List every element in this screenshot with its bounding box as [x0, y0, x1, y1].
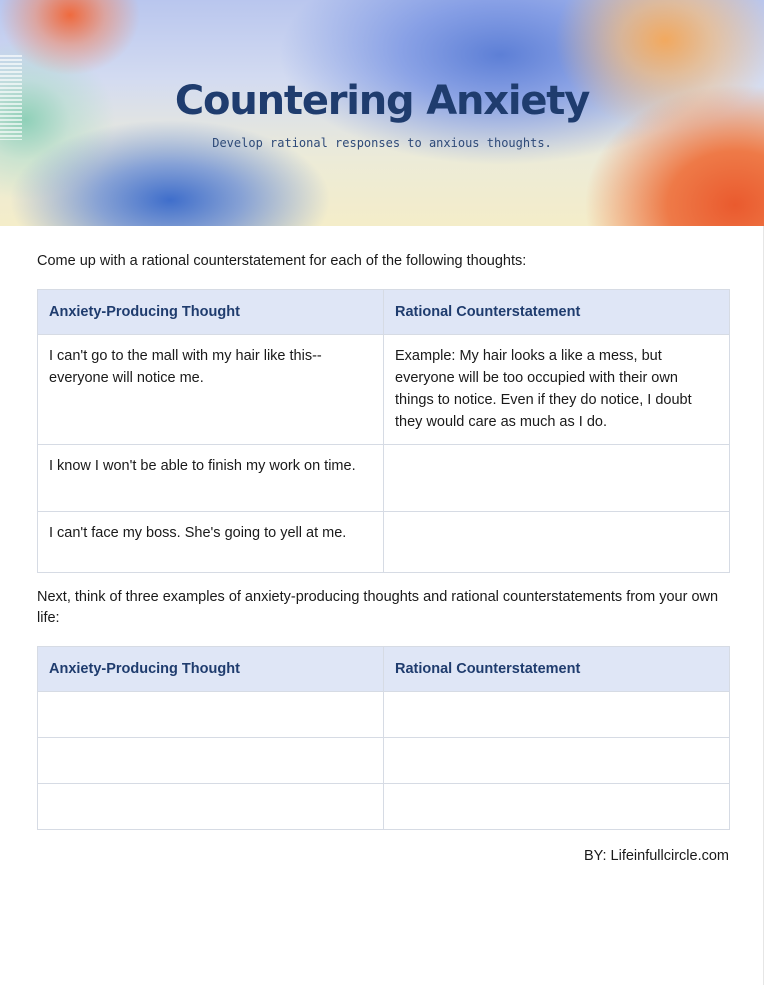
own-thoughts-table [37, 646, 730, 830]
counterstatement-cell[interactable] [384, 738, 730, 784]
instructions-1: Come up with a rational counterstatement for each of the following thoughts: [37, 253, 527, 269]
instructions-2: Next, think of three examples of anxiety-producing thoughts and rational counterstatements from your own life: [37, 589, 719, 626]
column-header-counterstatement: Rational Counterstatement [384, 290, 730, 335]
column-header-counterstatement: Rational Counterstatement [384, 647, 730, 692]
counterstatement-cell[interactable] [384, 445, 730, 512]
counterstatement-cell[interactable] [384, 784, 730, 830]
column-header-thought: Anxiety-Producing Thought [38, 290, 384, 335]
thought-cell: I know I won't be able to finish my work on time. [38, 445, 384, 512]
counterstatement-cell[interactable] [384, 692, 730, 738]
table-row [38, 738, 730, 784]
counterstatement-cell[interactable]: Example: My hair looks a like a mess, but everyone will be too occupied with their own things to notice. Even if they do notice, I doubt they would care as much as I do. [384, 335, 730, 445]
worksheet-content [37, 226, 729, 864]
header-banner [0, 0, 764, 226]
page-subtitle: Develop rational responses to anxious thoughts. [212, 136, 552, 150]
column-header-thought: Anxiety-Producing Thought [38, 647, 384, 692]
thought-cell[interactable] [38, 738, 384, 784]
counterstatement-cell[interactable] [384, 512, 730, 573]
table-row [38, 692, 730, 738]
byline: BY: Lifeinfullcircle.com [583, 848, 729, 864]
page-title: Countering Anxiety [174, 78, 590, 124]
table-header-row [38, 290, 730, 335]
thought-cell[interactable] [38, 784, 384, 830]
table-row [38, 335, 730, 445]
thought-cell: I can't face my boss. She's going to yell at me. [38, 512, 384, 573]
table-row [38, 445, 730, 512]
table-header-row [38, 647, 730, 692]
table-row [38, 512, 730, 573]
thought-cell: I can't go to the mall with my hair like this--everyone will notice me. [38, 335, 384, 445]
table-row [38, 784, 730, 830]
thought-cell[interactable] [38, 692, 384, 738]
example-thoughts-table [37, 289, 730, 573]
